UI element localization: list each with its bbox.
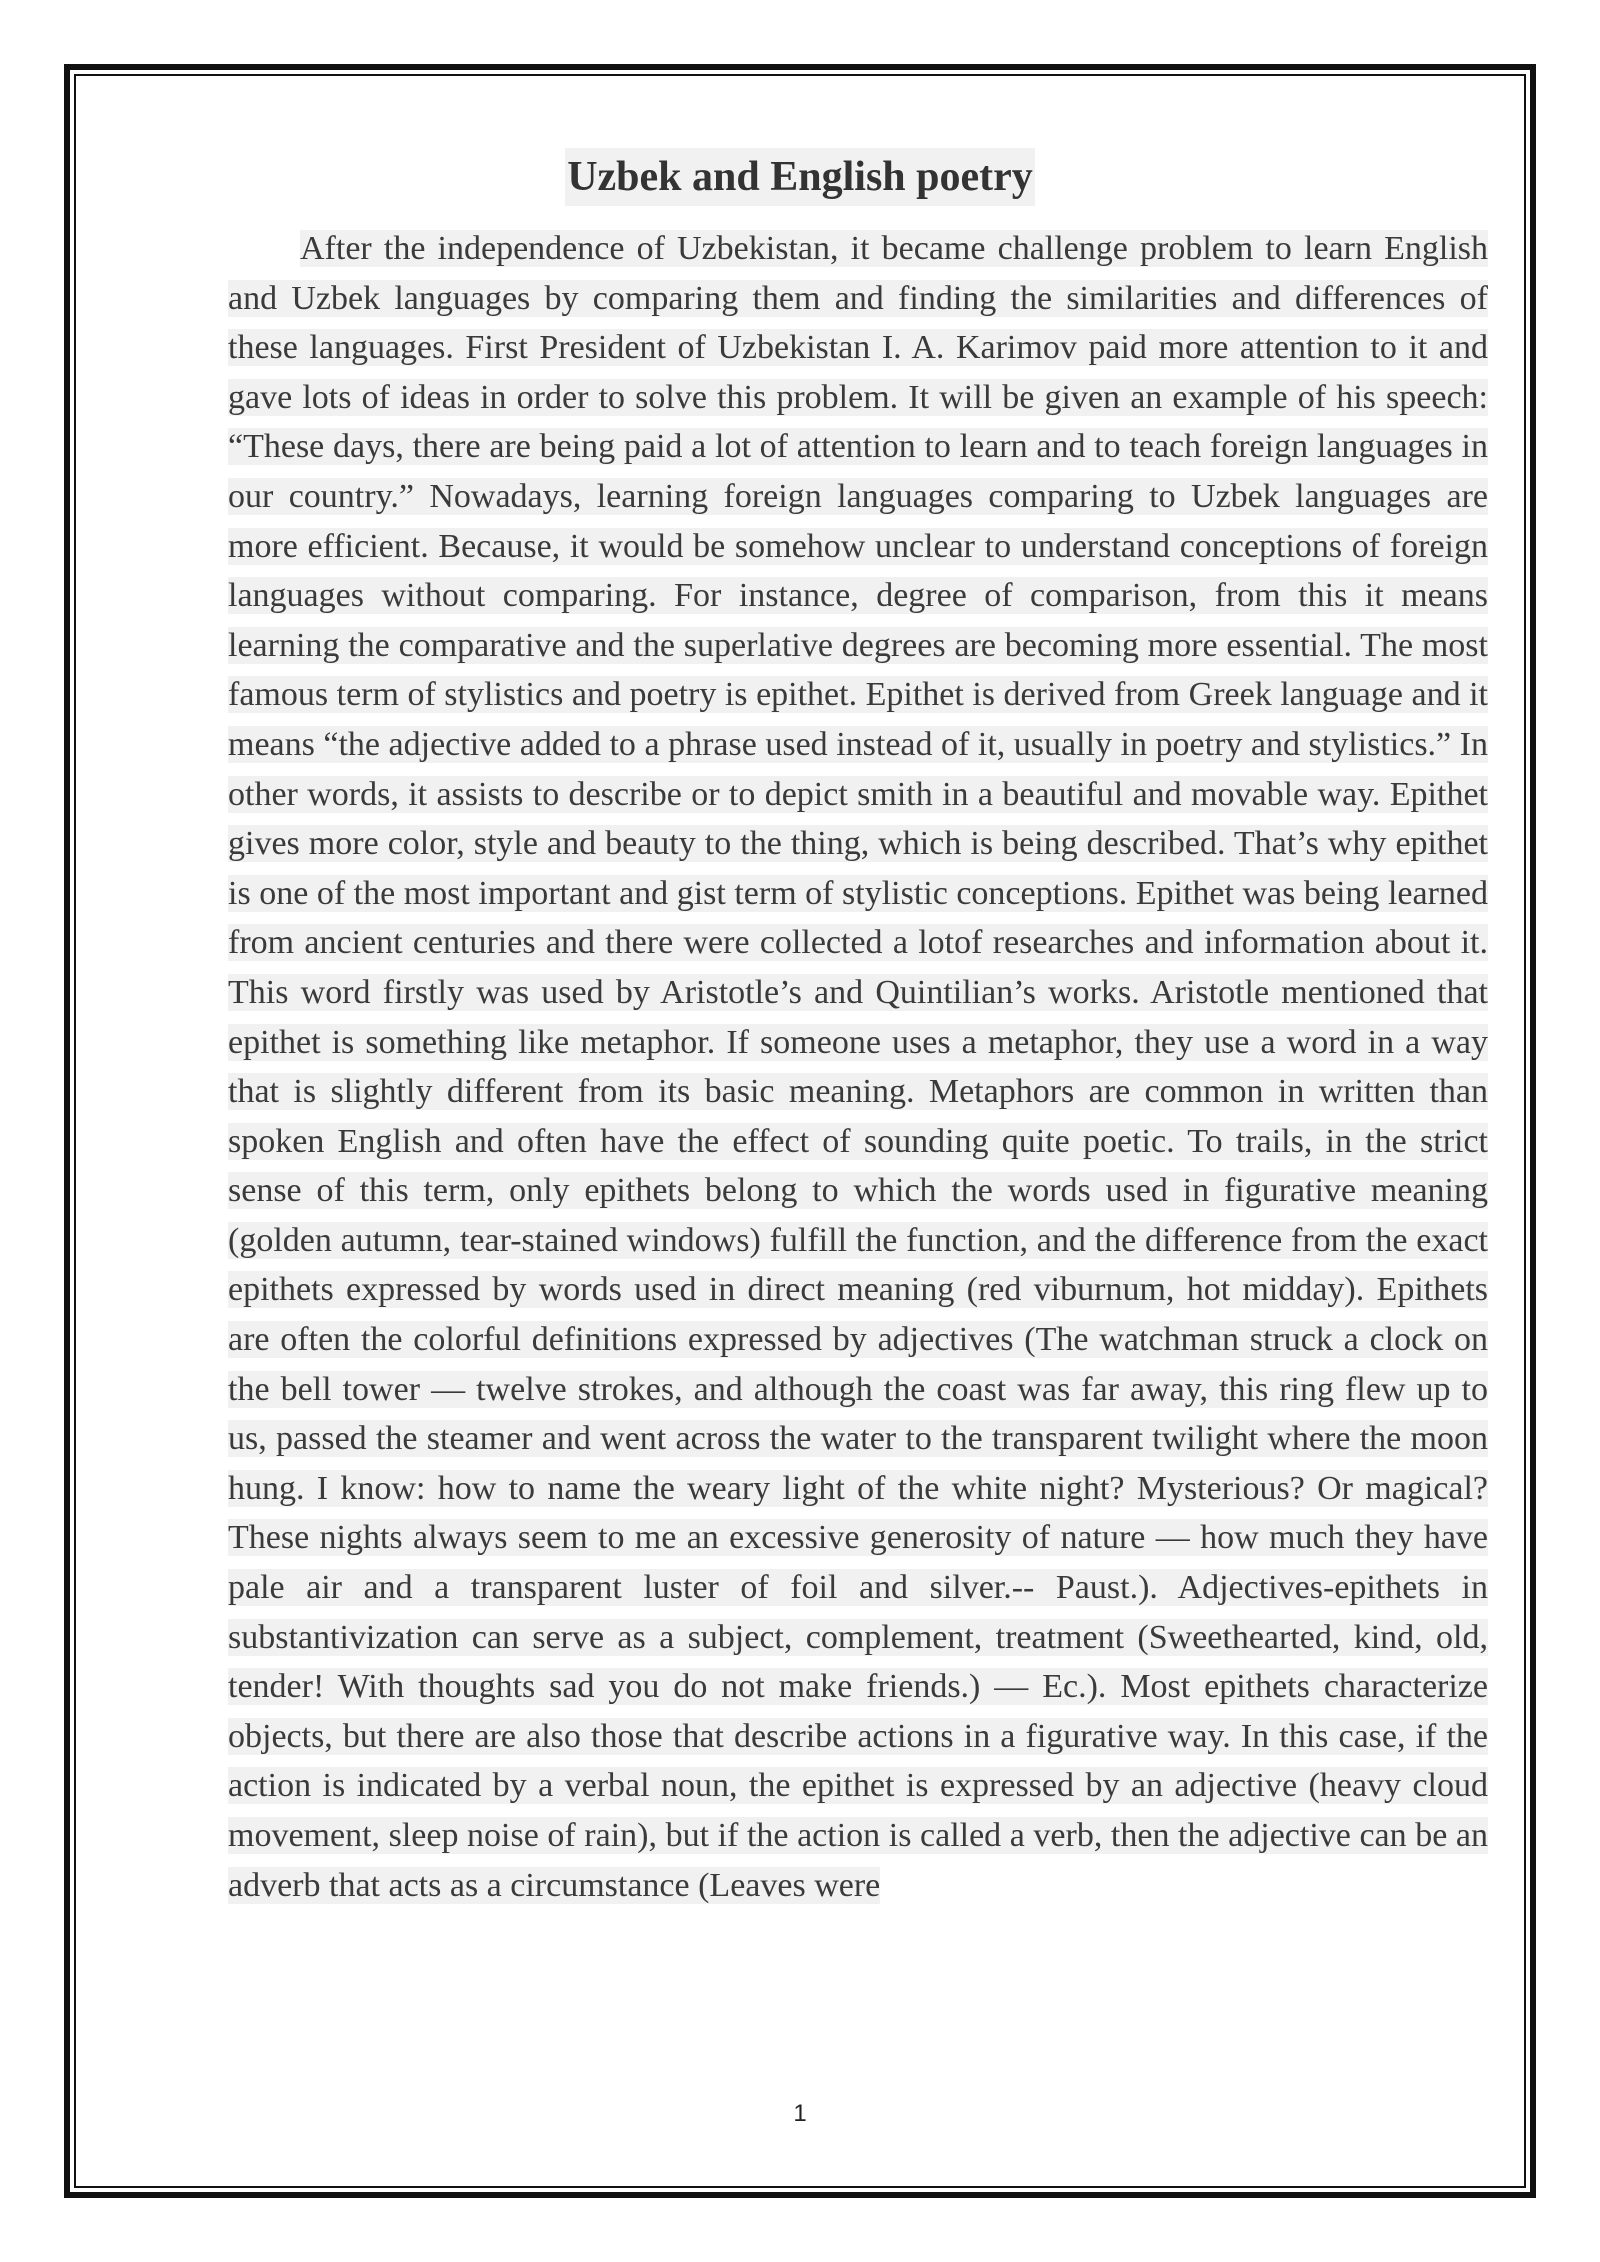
page-title: Uzbek and English poetry	[565, 148, 1035, 206]
body-paragraph-text: After the independence of Uzbekistan, it became challenge problem to learn English and Uzbek languages by comparing them and finding the similarities and differences of these languages. First President of Uzbekistan I. A. Karimov paid more attention to it and gave lots of ideas in order to solve this problem. It will be given an example of his speech: “These days, there are being paid a lot of attention to learn and to teach foreign languages in our country.” Nowadays, learning foreign languages comparing to Uzbek languages are more efficient. Because, it would be somehow unclear to understand conceptions of foreign languages without comparing. For instance, degree of comparison, from this it means learning the comparative and the superlative degrees are becoming more essential. The most famous term of stylistics and poetry is epithet. Epithet is derived from Greek language and it means “the adjective added to a phrase used instead of it, usually in poetry and stylistics.” In other words, it assists to describe or to depict smith in a beautiful and movable way. Epithet gives more color, style and beauty to the thing, which is being described. That’s why epithet is one of the most important and gist term of stylistic conceptions. Epithet was being learned from ancient centuries and there were collected a lotof researches and information about it. This word firstly was used by Aristotle’s and Quintilian’s works. Aristotle mentioned that epithet is something like metaphor. If someone uses a metaphor, they use a word in a way that is slightly different from its basic meaning. Metaphors are common in written than spoken English and often have the effect of sounding quite poetic. To trails, in the strict sense of this term, only epithets belong to which the words used in figurative meaning (golden autumn, tear-stained windows) fulfill the function, and the difference from the exact epithets expressed by words used in direct meaning (red viburnum, hot midday). Epithets are often the colorful definitions expressed by adjectives (The watchman struck a clock on the bell tower — twelve strokes, and although the coast was far away, this ring flew up to us, passed the steamer and went across the water to the transparent twilight where the moon hung. I know: how to name the weary light of the white night? Mysterious? Or magical? These nights always seem to me an excessive generosity of nature — how much they have pale air and a transparent luster of foil and silver.-- Paust.). Adjectives-epithets in substantivization can serve as a subject, complement, treatment (Sweethearted, kind, old, tender! With thoughts sad you do not make friends.) — Ec.). Most epithets characterize objects, but there are also those that describe actions in a figurative way. In this case, if the action is indicated by a verbal noun, the epithet is expressed by an adjective (heavy cloud movement, sleep noise of rain), but if the action is called a verb, then the adjective can be an adverb that acts as a circumstance (Leaves were	[228, 230, 1488, 1904]
page-number: 1	[793, 2100, 807, 2127]
body-paragraph	[228, 224, 1488, 1910]
title-container	[0, 148, 1600, 206]
